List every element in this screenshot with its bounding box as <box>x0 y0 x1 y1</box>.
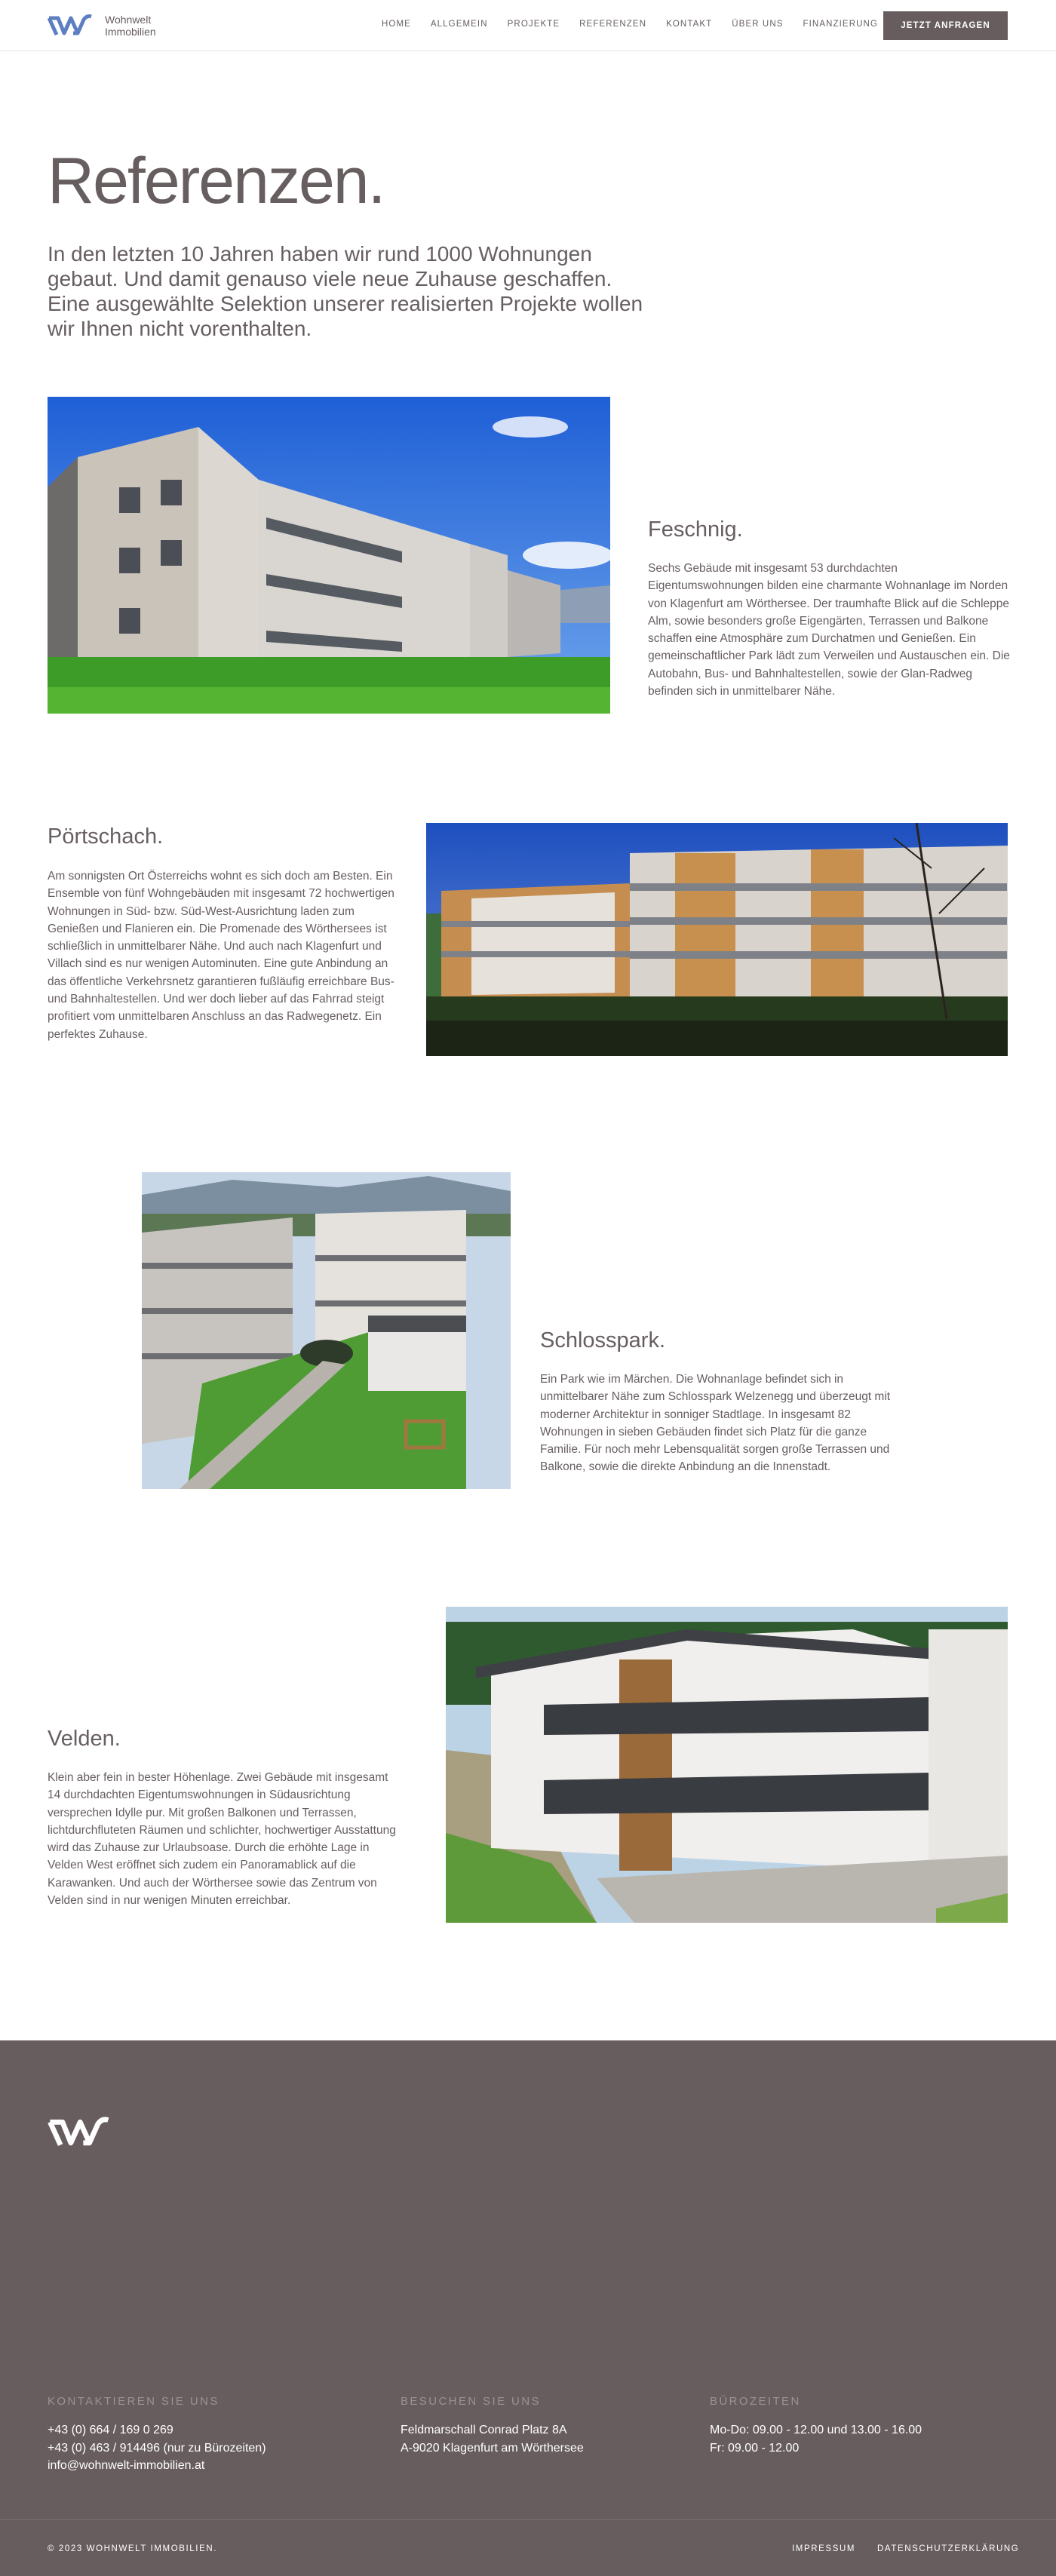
contact-heading: KONTAKTIEREN SIE UNS <box>48 2395 219 2408</box>
footer-divider <box>0 2519 1056 2520</box>
phone-office[interactable]: +43 (0) 463 / 914496 (nur zu Bürozeiten) <box>48 2441 266 2455</box>
nav-referenzen[interactable]: REFERENZEN <box>579 20 647 29</box>
address-street: Feldmarschall Conrad Platz 8A <box>401 2424 567 2436</box>
copyright: © 2023 WOHNWELT IMMOBILIEN. <box>48 2544 218 2553</box>
hours-heading: BÜROZEITEN <box>710 2395 801 2408</box>
nav-allgemein[interactable]: ALLGEMEIN <box>430 20 488 29</box>
schlosspark-text: Ein Park wie im Märchen. Die Wohnanlage befindet sich in unmittelbarer Nähe zum Schlosspark Welzenegg und überzeugt mit moderner Architektur in sonniger Stadtlage. In insgesamt 82 Wohnungen in sieben Gebäuden findet sich Platz für die ganze Familie. Für noch mehr Lebensqualität sorgen große Terrassen und Balkone, sowie die direkte Anbindung an die Innenstadt. <box>540 1373 891 1474</box>
schlosspark-photo <box>142 1172 511 1489</box>
logo-line-2: Immobilien <box>105 26 156 38</box>
poertschach-title: Pörtschach. <box>48 824 164 849</box>
request-button[interactable]: JETZT ANFRAGEN <box>883 11 1008 40</box>
footer-visit <box>401 2395 584 2457</box>
hours-fri: Fr: 09.00 - 12.00 <box>710 2441 800 2455</box>
site-header <box>0 0 1056 51</box>
address-city: A-9020 Klagenfurt am Wörthersee <box>401 2441 584 2455</box>
logo-icon <box>48 14 97 38</box>
nav-projekte[interactable]: PROJEKTE <box>507 20 560 29</box>
nav-ueber-uns[interactable]: ÜBER UNS <box>732 20 784 29</box>
nav-finanzierung[interactable]: FINANZIERUNG <box>803 20 878 29</box>
nav-kontakt[interactable]: KONTAKT <box>666 20 713 29</box>
footer-logo-icon[interactable] <box>48 2116 117 2153</box>
footer-hours <box>710 2395 922 2457</box>
page-intro: In den letzten 10 Jahren haben wir rund 1000 Wohnungen gebaut. Und damit genauso viele neue Zuhause geschaffen. Eine ausgewählte Selektion unserer realisierten Projekte wollen wir Ihnen nicht vorenthalten. <box>48 242 643 340</box>
email-link[interactable]: info@wohnwelt-immobilien.at <box>48 2459 205 2472</box>
logo-line-1: Wohnwelt <box>105 14 152 26</box>
feschnig-text: Sechs Gebäude mit insgesamt 53 durchdachten Eigentumswohnungen bilden eine charmante Wohnanlage im Norden von Klagenfurt am Wörthersee. Der traumhafte Blick auf die Schleppe Alm, sowie besonders große Eigengärten, Terrassen und Balkone schaffen eine Atmosphäre zum Durchatmen und Genießen. Ein gemeinschaftlicher Park lädt zum Verweilen und Austauschen ein. Die Autobahn, Bus- und Bahnhaltestellen, sowie der Glan-Radweg befinden sich in unmittelbarer Nähe. <box>648 562 1010 698</box>
phone-mobile[interactable]: +43 (0) 664 / 169 0 269 <box>48 2424 173 2436</box>
schlosspark-title: Schlosspark. <box>540 1328 666 1352</box>
velden-title: Velden. <box>48 1727 121 1751</box>
site-footer <box>0 2040 1056 2576</box>
nav-home[interactable]: HOME <box>382 20 411 29</box>
impressum-link[interactable]: IMPRESSUM <box>792 2544 856 2553</box>
velden-photo <box>446 1607 1008 1923</box>
feschnig-title: Feschnig. <box>648 517 743 542</box>
visit-heading: BESUCHEN SIE UNS <box>401 2395 541 2408</box>
page-title: Referenzen. <box>48 145 385 217</box>
poertschach-photo <box>426 823 1008 1056</box>
logo-text <box>105 14 156 38</box>
footer-contact <box>48 2395 266 2475</box>
main-nav <box>382 20 898 29</box>
privacy-link[interactable]: DATENSCHUTZERKLÄRUNG <box>877 2544 1020 2553</box>
velden-text: Klein aber fein in bester Höhenlage. Zwei Gebäude mit insgesamt 14 durchdachten Eigentumswohnungen in Südausrichtung versprechen Idylle pur. Mit großen Balkonen und Terrassen, lichtdurchfluteten Räumen und schlichter, hochwertiger Ausstattung wird das Zuhause zur Urlaubsoase. Durch die erhöhte Lage in Velden West eröffnet sich zudem ein Panoramablick auf die Karawanken. Und auch der Wörthersee sowie das Zentrum von Velden sind in nur wenigen Minuten erreichbar. <box>48 1771 396 1908</box>
poertschach-text: Am sonnigsten Ort Österreichs wohnt es sich doch am Besten. Ein Ensemble von fünf Wohngebäuden mit insgesamt 72 hochwertigen Wohnungen in Süd- bzw. Süd-West-Ausrichtung laden zum Genießen und Flanieren ein. Die Promenade des Wörthersees ist schließlich in unmittelbarer Nähe. Und auch nach Klagenfurt und Villach sind es nur wenigen Autominuten. Eine gute Anbindung an das öffentliche Verkehrsnetz garantieren fußläufig erreichbare Bus- und Bahnhaltestellen. Und wer doch lieber auf das Fahrrad steigt profitiert vom unmittelbaren Anschluss an das Radwegenetz. Ein perfektes Zuhause. <box>48 870 394 1041</box>
feschnig-photo <box>48 397 610 714</box>
hours-mon-thu: Mo-Do: 09.00 - 12.00 und 13.00 - 16.00 <box>710 2424 922 2436</box>
logo[interactable] <box>48 14 156 38</box>
